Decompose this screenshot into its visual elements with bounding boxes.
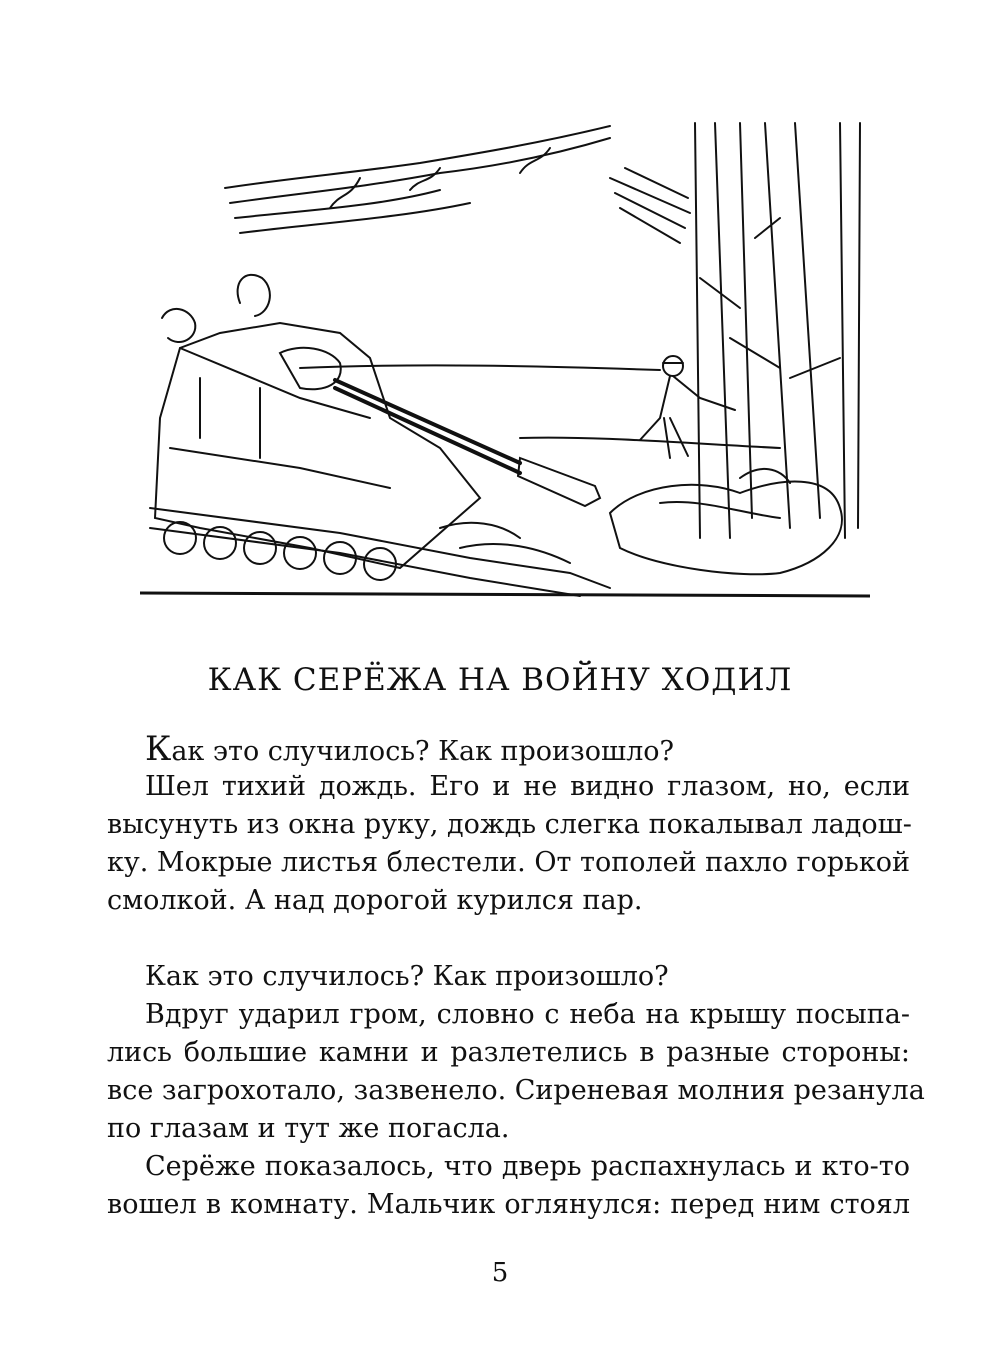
text-line: Серёже показалось, что дверь распахнулась и кто-то: [145, 1151, 910, 1182]
text-line: Вдруг ударил гром, словно с неба на крышу посыпа-: [145, 999, 910, 1030]
tank-scene-drawing: [140, 118, 870, 608]
paragraph-2: [107, 768, 910, 920]
text-line: Как это случилось? Как произошло?: [145, 729, 675, 769]
drop-cap: К: [145, 729, 172, 769]
text-line: смолкой. А над дорогой курился пар.: [107, 885, 643, 916]
page-number: 5: [491, 1258, 509, 1288]
paragraph-5: [107, 1148, 910, 1224]
chapter-illustration: [140, 118, 870, 608]
text-line: высунуть из окна руку, дождь слегка покалывал ладош-: [107, 809, 912, 840]
paragraph-3: [107, 958, 910, 996]
text-line: Шел тихий дождь. Его и не видно глазом, но, если: [145, 771, 910, 802]
text-line: лись большие камни и разлетелись в разные стороны:: [107, 1037, 910, 1068]
text-line: вошел в комнату. Мальчик оглянулся: перед ним стоял: [107, 1189, 910, 1220]
paragraph-1: [107, 730, 910, 768]
text-line: ку. Мокрые листья блестели. От тополей пахло горькой: [107, 847, 910, 878]
text-line: по глазам и тут же погасла.: [107, 1113, 510, 1144]
text-line: все загрохотало, зазвенело. Сиреневая молния резанула: [107, 1075, 925, 1106]
text-line: Как это случилось? Как произошло?: [145, 961, 669, 992]
paragraph-4: [107, 996, 925, 1148]
chapter-title: КАК СЕРЁЖА НА ВОЙНУ ХОДИЛ: [207, 662, 793, 698]
